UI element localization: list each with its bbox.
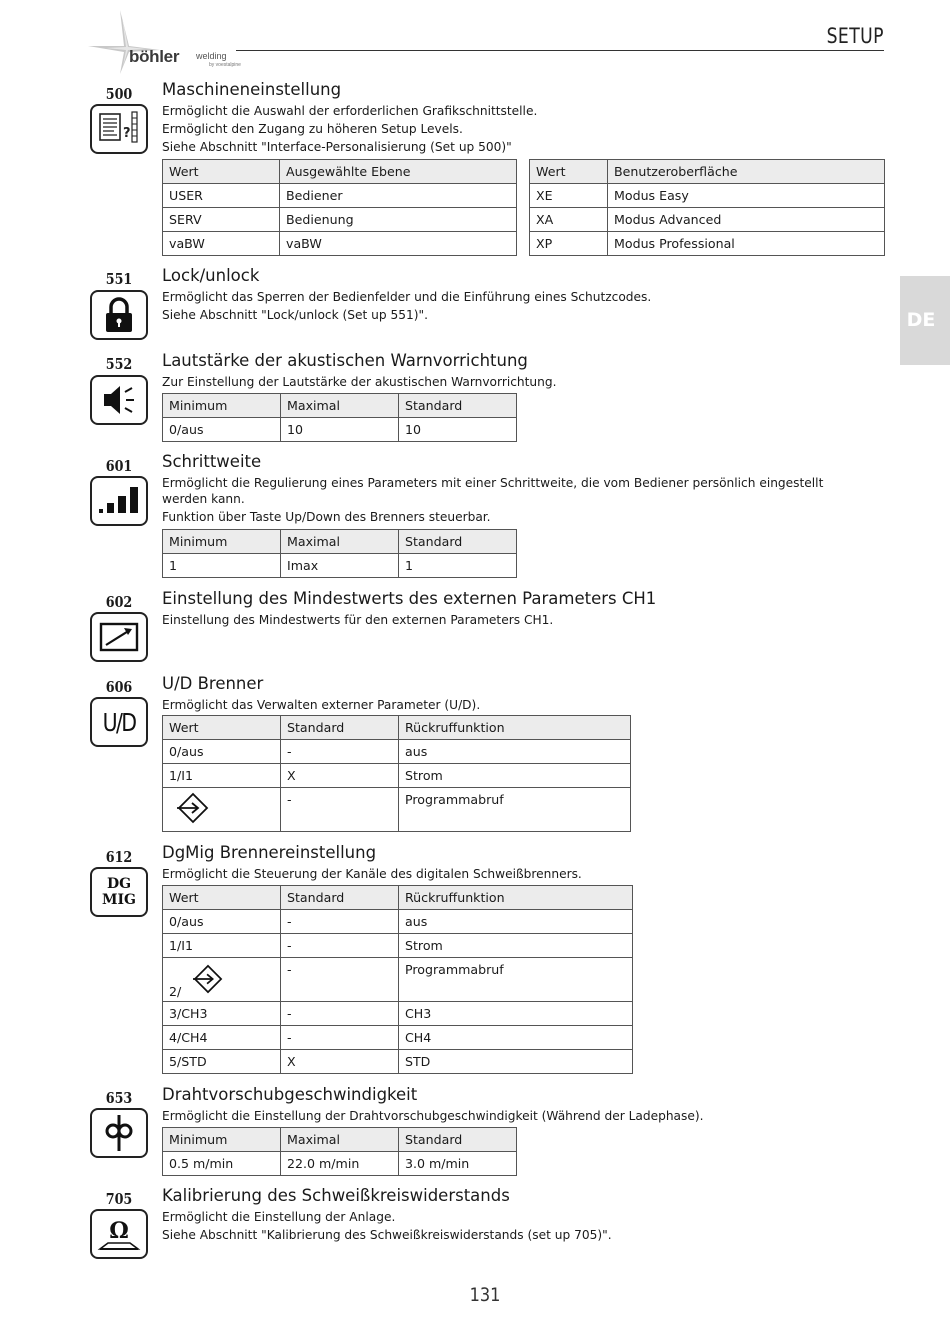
setup-number: 606 [105,678,133,696]
table-row: USER Bediener [163,184,517,208]
section-heading: SETUP [826,24,884,48]
section-title: Lautstärke der akustischen Warnvorrichtung [162,351,528,370]
wire-feed-icon [90,1108,148,1158]
table-row: vaBW vaBW [163,232,517,256]
table-row: 1/I1 - Strom [163,934,633,958]
speaker-icon [90,375,148,425]
table-row: 1 Imax 1 [163,554,517,578]
table-row: 1/I1 X Strom [163,764,631,788]
table-row: 0/aus 10 10 [163,418,517,442]
language-tab [900,276,950,365]
brand-tagline: by voestalpine [209,62,241,68]
dgmig-icon: DG MIG [90,867,148,917]
dgmig-table: Wert Standard Rückruffunktion 0/aus - aus 1/I1 - Strom 2/ - Programmabruf 3/CH3 - CH3 4/CH4 - CH4 5/STD X STD [162,885,633,1074]
setup-number: 551 [105,270,133,288]
setup-number: 602 [105,593,133,611]
wire-speed-table: Minimum Maximal Standard 0.5 m/min 22.0 m/min 3.0 m/min [162,1127,517,1176]
padlock-icon [90,290,148,340]
table-row: 3/CH3 - CH3 [163,1002,633,1026]
page-number: 131 [469,1284,501,1306]
svg-text:?: ? [123,126,131,141]
up-down-icon: U/D [90,697,148,747]
brand-suffix: welding [196,51,227,61]
omega-resistance-icon [90,1209,148,1259]
table-row: 0.5 m/min 22.0 m/min 3.0 m/min [163,1152,517,1176]
table-row: 0/aus - aus [163,740,631,764]
setup-number: 705 [105,1190,133,1208]
section-description: Ermöglicht die Auswahl der erforderlichen Grafikschnittstelle. Ermöglicht den Zugang zu höheren Setup Levels. Siehe Abschnitt "Interface-Personalisierung (Set up 500)" [162,104,538,154]
section-description: Einstellung des Mindestwerts für den externen Parameters CH1. [162,613,554,627]
section-description: Ermöglicht die Einstellung der Anlage. Siehe Abschnitt "Kalibrierung des Schweißkreiswiderstands (set up 705)". [162,1210,612,1242]
section-title: Lock/unlock [162,266,260,285]
program-recall-icon [175,792,211,824]
step-bars-icon [90,476,148,526]
header-rule [236,50,884,51]
setup-number: 500 [105,85,133,103]
table-row: XP Modus Professional [530,232,885,256]
setup-number: 552 [105,355,133,373]
setup-number: 653 [105,1089,133,1107]
section-description: Ermöglicht das Verwalten externer Parameter (U/D). [162,698,481,712]
brand-name: böhler [129,47,180,66]
table-row: 5/STD X STD [163,1050,633,1074]
section-title: DgMig Brennereinstellung [162,843,377,862]
program-recall-icon [191,964,225,994]
section-title: Schrittweite [162,452,262,471]
section-title: Kalibrierung des Schweißkreiswiderstands [162,1186,510,1205]
ud-table: Wert Standard Rückruffunktion 0/aus - aus 1/I1 X Strom - Programmabruf [162,715,631,832]
volume-table: Minimum Maximal Standard 0/aus 10 10 [162,393,517,442]
section-description: Zur Einstellung der Lautstärke der akustischen Warnvorrichtung. [162,375,557,389]
table-row: 2/ - Programmabruf [163,958,633,1002]
table-row: 4/CH4 - CH4 [163,1026,633,1050]
manual-question-icon [90,104,148,154]
section-title: Einstellung des Mindestwerts des externen Parameters CH1 [162,589,657,608]
level-table: Wert Ausgewählte Ebene USER Bediener SERV Bedienung vaBW vaBW [162,159,517,256]
interface-table: Wert Benutzeroberfläche XE Modus Easy XA Modus Advanced XP Modus Professional [529,159,885,256]
section-description: Ermöglicht die Steuerung der Kanäle des digitalen Schweißbrenners. [162,867,582,881]
step-table: Minimum Maximal Standard 1 Imax 1 [162,529,517,578]
section-description: Ermöglicht das Sperren der Bedienfelder und die Einführung eines Schutzcodes. Siehe Abschnitt "Lock/unlock (Set up 551)". [162,290,652,322]
table-row: XA Modus Advanced [530,208,885,232]
section-title: Maschineneinstellung [162,80,342,99]
setup-number: 612 [105,848,133,866]
section-title: U/D Brenner [162,674,264,693]
section-description: Ermöglicht die Regulierung eines Parameters mit einer Schrittweite, die vom Bediener persönlich eingestellt werden kann. Funktion über Taste Up/Down des Brenners steuerbar. [162,476,824,524]
setup-number: 601 [105,457,133,475]
table-row: SERV Bedienung [163,208,517,232]
section-title: Drahtvorschubgeschwindigkeit [162,1085,418,1104]
table-row: XE Modus Easy [530,184,885,208]
svg-text:Ω: Ω [109,1218,129,1244]
ramp-arrow-icon [90,612,148,662]
table-row: 0/aus - aus [163,910,633,934]
section-description: Ermöglicht die Einstellung der Drahtvorschubgeschwindigkeit (Während der Ladephase). [162,1109,704,1123]
language-code: DE [906,309,936,331]
table-row: - Programmabruf [163,788,631,832]
